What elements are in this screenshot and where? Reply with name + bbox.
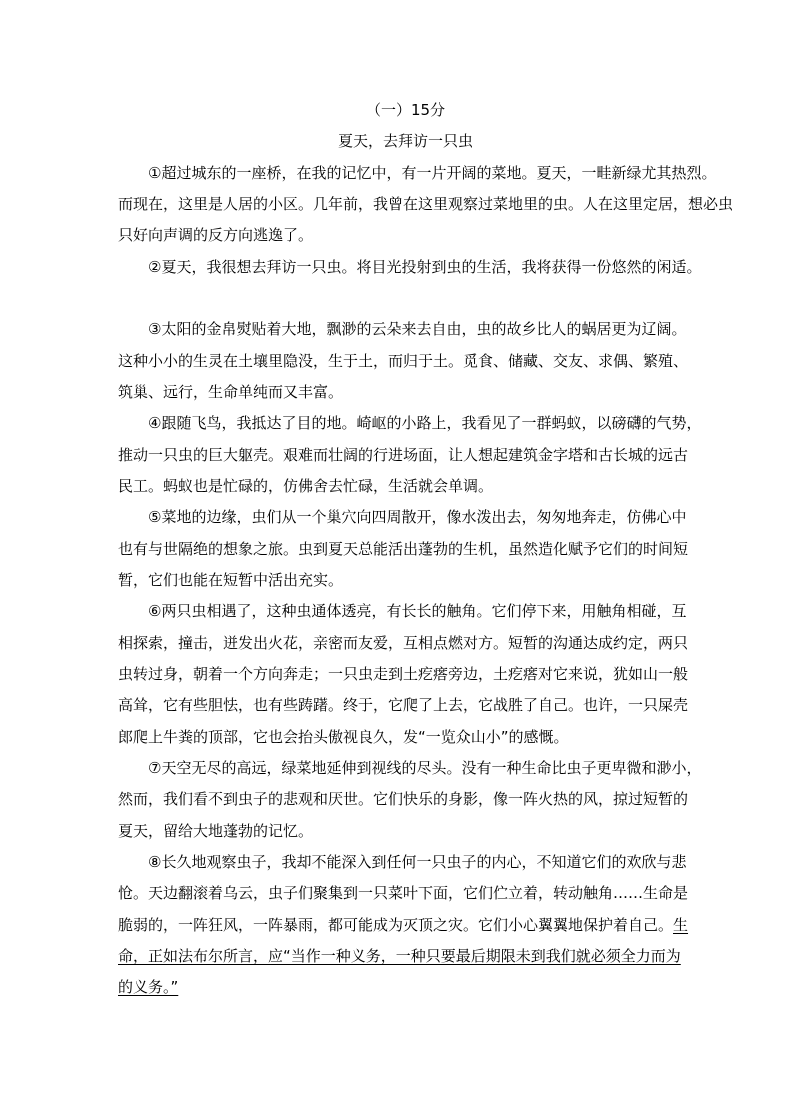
paragraph bbox=[118, 596, 693, 753]
text-line bbox=[118, 816, 693, 847]
text-line bbox=[118, 158, 717, 189]
text-line bbox=[118, 534, 693, 565]
text-segment: ⑧长久地观察虫子，我却不能深入到任何一只虫子的内心，不知道它们的欢欣与悲 bbox=[148, 852, 687, 871]
text-line bbox=[118, 220, 693, 251]
text-segment: 也有与世隔绝的想象之旅。虫到夏天总能活出蓬勃的生机，虽然造化赋予它们的时间短 bbox=[118, 539, 689, 558]
text-line bbox=[118, 690, 693, 721]
text-line bbox=[118, 628, 693, 659]
text-segment: ②夏天，我很想去拜访一只虫。将目光投射到虫的生活，我将获得一份悠然的闲适。 bbox=[148, 257, 702, 276]
text-segment: 夏天，留给大地蓬勃的记忆。 bbox=[118, 821, 314, 840]
blank-line bbox=[118, 283, 693, 314]
text-segment: ⑥两只虫相遇了，这种虫通体透亮，有长长的触角。它们停下来，用触角相碰，互 bbox=[148, 602, 687, 621]
text-line bbox=[118, 659, 693, 690]
text-line bbox=[118, 346, 693, 377]
text-line bbox=[118, 377, 693, 408]
text-line bbox=[118, 753, 702, 784]
text-line bbox=[118, 596, 693, 627]
text-segment: 推动一只虫的巨大躯壳。艰难而壮阔的行进场面，让人想起建筑金字塔和古长城的远古 bbox=[118, 445, 689, 464]
text-segment: 相探索，撞击，迸发出火花，亲密而友爱，互相点燃对方。短暂的沟通达成约定，两只 bbox=[118, 633, 689, 652]
text-segment: ⑤菜地的边缘，虫们从一个巢穴向四周散开，像水泼出去，匆匆地奔走，仿佛心中 bbox=[148, 508, 687, 527]
text-line bbox=[118, 847, 693, 878]
text-line bbox=[118, 941, 693, 972]
paragraph bbox=[118, 753, 702, 847]
paragraph bbox=[118, 158, 734, 252]
text-segment: 郎爬上牛粪的顶部，它也会抬头傲视良久，发“一览众山小”的感慨。 bbox=[118, 727, 569, 746]
text-segment: 高耸，它有些胆怯，也有些踌躇。终于，它爬了上去，它战胜了自己。也许，一只屎壳 bbox=[118, 696, 689, 715]
text-line bbox=[118, 910, 693, 941]
underlined-text: 命，正如法布尔所言，应“当作一种义务，一种只要最后期限未到我们就必须全力而为 bbox=[118, 946, 681, 965]
paragraph bbox=[118, 252, 702, 283]
text-segment: 怆。天边翻滚着乌云，虫子们聚集到一只菜叶下面，它们伫立着，转动触角……生命是 bbox=[118, 884, 689, 903]
text-segment: ④跟随飞鸟，我抵达了目的地。崎岖的小路上，我看见了一群蚂蚁，以磅礴的气势， bbox=[148, 414, 702, 433]
paragraph bbox=[118, 314, 693, 408]
text-line bbox=[118, 502, 693, 533]
text-line bbox=[118, 565, 693, 596]
text-segment: ①超过城东的一座桥，在我的记忆中，有一片开阔的菜地。夏天，一畦新绿尤其热烈。 bbox=[148, 163, 717, 182]
document-page bbox=[118, 95, 734, 1004]
text-segment: 而现在，这里是人居的小区。几年前，我曾在这里观察过菜地里的虫。人在这里定居，想必虫 bbox=[118, 194, 734, 213]
paragraph bbox=[118, 408, 702, 502]
section-heading: （一）15分 bbox=[365, 101, 446, 119]
text-line bbox=[118, 440, 693, 471]
text-line bbox=[118, 314, 693, 345]
text-segment: ③太阳的金帛熨贴着大地，飘渺的云朵来去自由，虫的故乡比人的蜗居更为辽阔。 bbox=[148, 320, 687, 339]
text-line bbox=[118, 471, 693, 502]
article-body bbox=[118, 158, 734, 1004]
text-segment: 暂，它们也能在短暂中活出充实。 bbox=[118, 570, 344, 589]
text-segment: 脆弱的，一阵狂风，一阵暴雨，都可能成为灭顶之灾。它们小心翼翼地保护着自己。 bbox=[118, 915, 674, 934]
text-line bbox=[118, 189, 734, 220]
article-title: 夏天，去拜访一只虫 bbox=[337, 132, 473, 151]
text-segment: 这种小小的生灵在土壤里隐没，生于土，而归于土。觅食、储藏、交友、求偶、繁殖、 bbox=[118, 351, 689, 370]
paragraph bbox=[118, 847, 693, 1004]
text-segment: 只好向声调的反方向逃逸了。 bbox=[118, 226, 314, 245]
text-segment: 然而，我们看不到虫子的悲观和厌世。它们快乐的身影，像一阵火热的风，掠过短暂的 bbox=[118, 790, 689, 809]
text-segment: 民工。蚂蚁也是忙碌的，仿佛舍去忙碌，生活就会单调。 bbox=[118, 476, 494, 495]
text-line bbox=[118, 408, 702, 439]
text-segment: 筑巢、远行，生命单纯而又丰富。 bbox=[118, 382, 344, 401]
underlined-text: 的义务。” bbox=[118, 978, 179, 997]
text-segment: ⑦天空无尽的高远，绿菜地延伸到视线的尽头。没有一种生命比虫子更卑微和渺小， bbox=[148, 758, 702, 777]
text-segment: 虫转过身，朝着一个方向奔走；一只虫走到土疙瘩旁边，土疙瘩对它来说，犹如山一般 bbox=[118, 664, 689, 683]
text-line bbox=[118, 252, 702, 283]
text-line bbox=[118, 972, 693, 1003]
underlined-text: 生 bbox=[673, 915, 689, 934]
paragraph bbox=[118, 502, 693, 596]
text-line bbox=[118, 878, 693, 909]
text-line bbox=[118, 784, 693, 815]
text-line bbox=[118, 722, 693, 753]
